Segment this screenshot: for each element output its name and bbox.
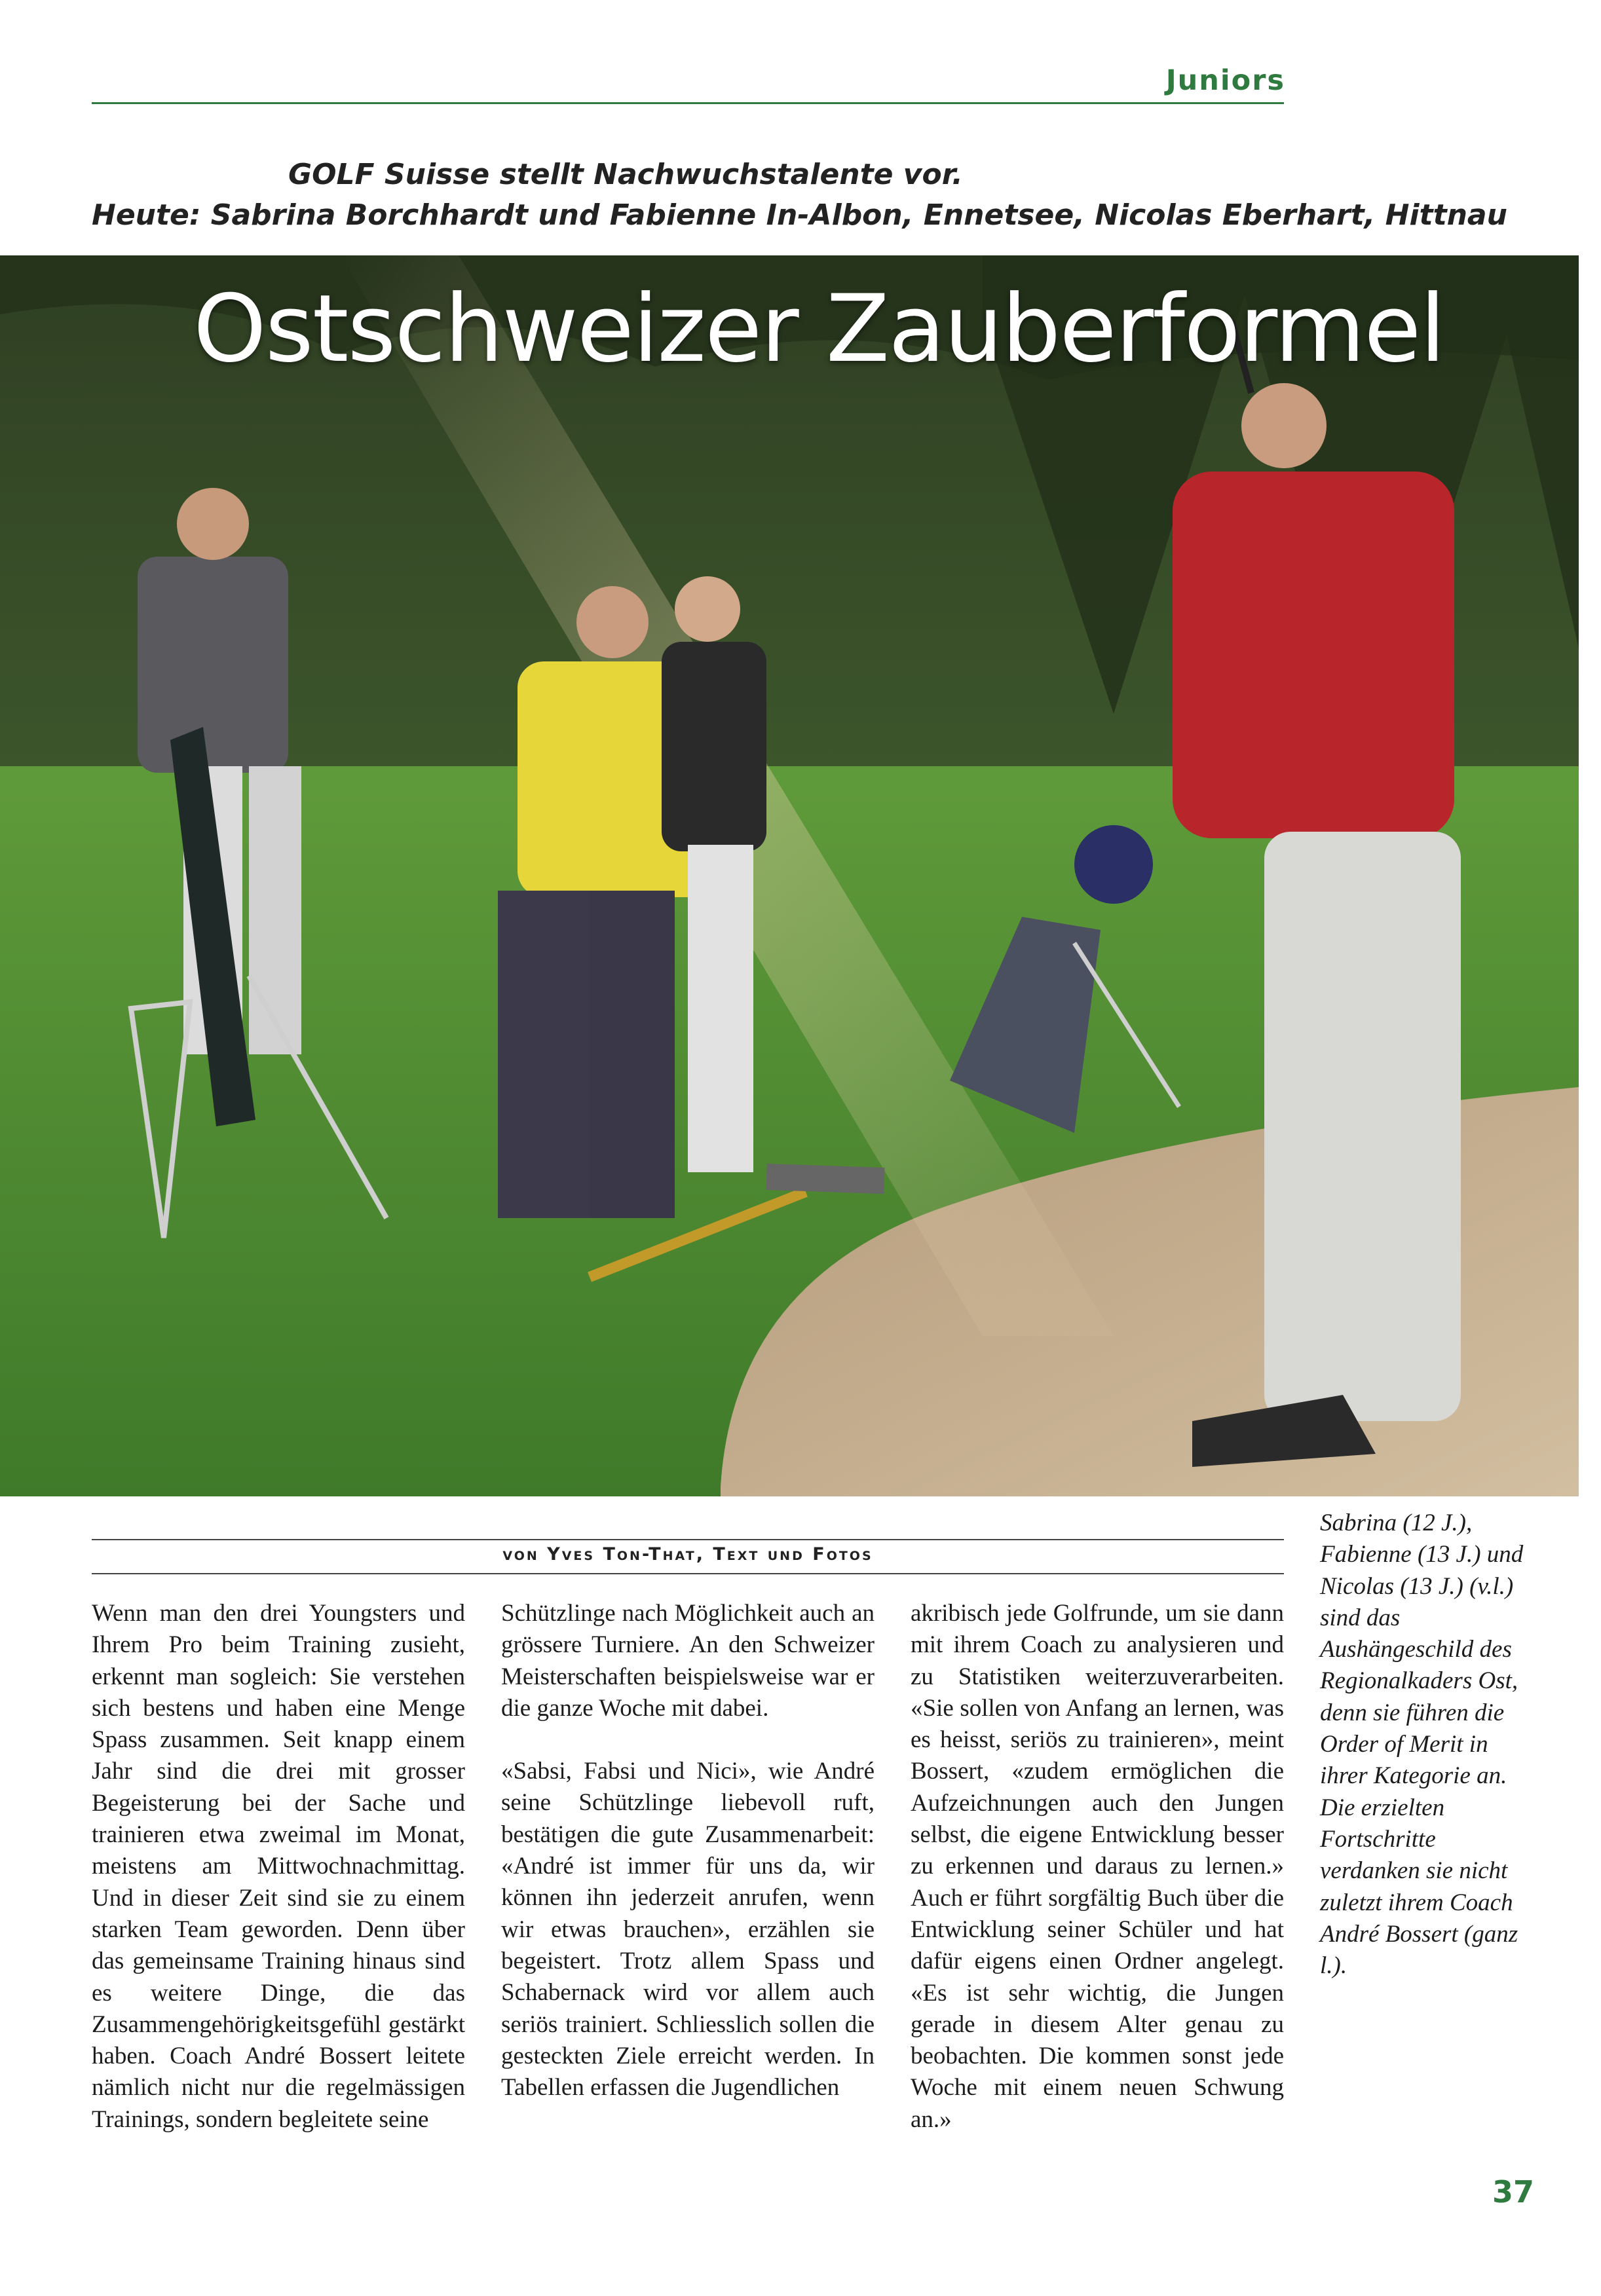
paragraph: akribisch jede Golfrunde, um sie dann mit ihrem Coach zu analysieren und zu Statistiken weiterzuverarbeiten. «Sie sollen von Anfang an lernen, was es heisst, seriös zu trainieren», meint Bossert, «zudem ermöglichen die Aufzeichnungen auch den Jungen selbst, die eigene Entwicklung besser zu erkennen und daraus zu lernen.» Auch er führt sorgfältig Buch über die Entwicklung seiner Schüler und hat dafür eigens einen Ordner angelegt. «Es ist sehr wichtig, die Jungen gerade in diesem Alter genau zu beobachten. Die kommen sonst jede Woche mit einem neuen Schwung an.»: [911, 1600, 1284, 2133]
paragraph: Schützlinge nach Möglichkeit auch an grössere Turniere. An den Schweizer Meisterschaften beispielsweise war er die ganze Woche mit dabei.: [501, 1600, 875, 1722]
byline-rule-top: [92, 1539, 1284, 1540]
intro-line-1: GOLF Suisse stellt Nachwuchstalente vor.: [288, 158, 963, 191]
page-number: 37: [1492, 2174, 1535, 2210]
paragraph: Wenn man den drei Youngsters und Ihrem Pro beim Training zusieht, erkennt man sogleich: Sie verstehen sich bestens und haben eine Menge Spass zusammen. Seit knapp einem Jahr sind die drei mit grosser Begeisterung bei der Sache und trainieren etwa zweimal im Monat, meistens am Mittwochnachmittag. Und in dieser Zeit sind sie zu einem starken Team geworden. Denn über das gemeinsame Training hinaus sind es weitere Dinge, die das Zusammengehörigkeitsgefühl gestärkt haben. Coach André Bossert leitete nämlich nicht nur die regelmässigen Trainings, sondern begleitete seine: [92, 1600, 465, 2133]
article-column-2: [501, 1598, 875, 2135]
caption-description: (v.l.) sind das Aushängeschild des Regionalkaders Ost, denn sie führen die Order of Merit in ihrer Kategorie an. Die erzielten Fortschritte verdanken sie nicht zuletzt ihrem Coach André Bossert (ganz l.).: [1320, 1572, 1518, 1980]
paragraph: «Sabsi, Fabsi und Nici», wie André seine Schützlinge liebevoll ruft, bestätigen die gute Zusammenarbeit: «André ist immer für uns da, wir können ihn jederzeit anrufen, wenn wir etwas brauchen», erzählen sie begeistert. Trotz allem Spass und Schabernack wird vor allem auch seriös trainiert. Schliesslich sollen die gesteckten Ziele erreicht werden. In Tabellen erfassen die Jugendlichen: [501, 1758, 875, 2102]
byline-rule-bottom: [92, 1573, 1284, 1574]
section-rubric: Juniors: [1165, 64, 1285, 97]
article-headline: Ostschweizer Zauberformel: [193, 275, 1444, 383]
header-rule: [92, 102, 1284, 104]
byline: von Yves Ton-That, Text und Fotos: [502, 1544, 873, 1565]
golf-photo-illustration: [0, 255, 1579, 1496]
article-column-3: [911, 1598, 1284, 2167]
intro-block: [0, 155, 1601, 236]
caption-names: Sabrina (12 J.), Fabienne (13 J.) und Nicolas (13 J.): [1320, 1509, 1524, 1600]
intro-line-2: Heute: Sabrina Borchhardt und Fabienne In-Albon, Ennetsee, Nicolas Eberhart, Hittnau: [92, 198, 1507, 232]
photo-caption: [1320, 1508, 1536, 1982]
article-photo: [0, 255, 1579, 1496]
article-column-1: [92, 1598, 465, 2167]
